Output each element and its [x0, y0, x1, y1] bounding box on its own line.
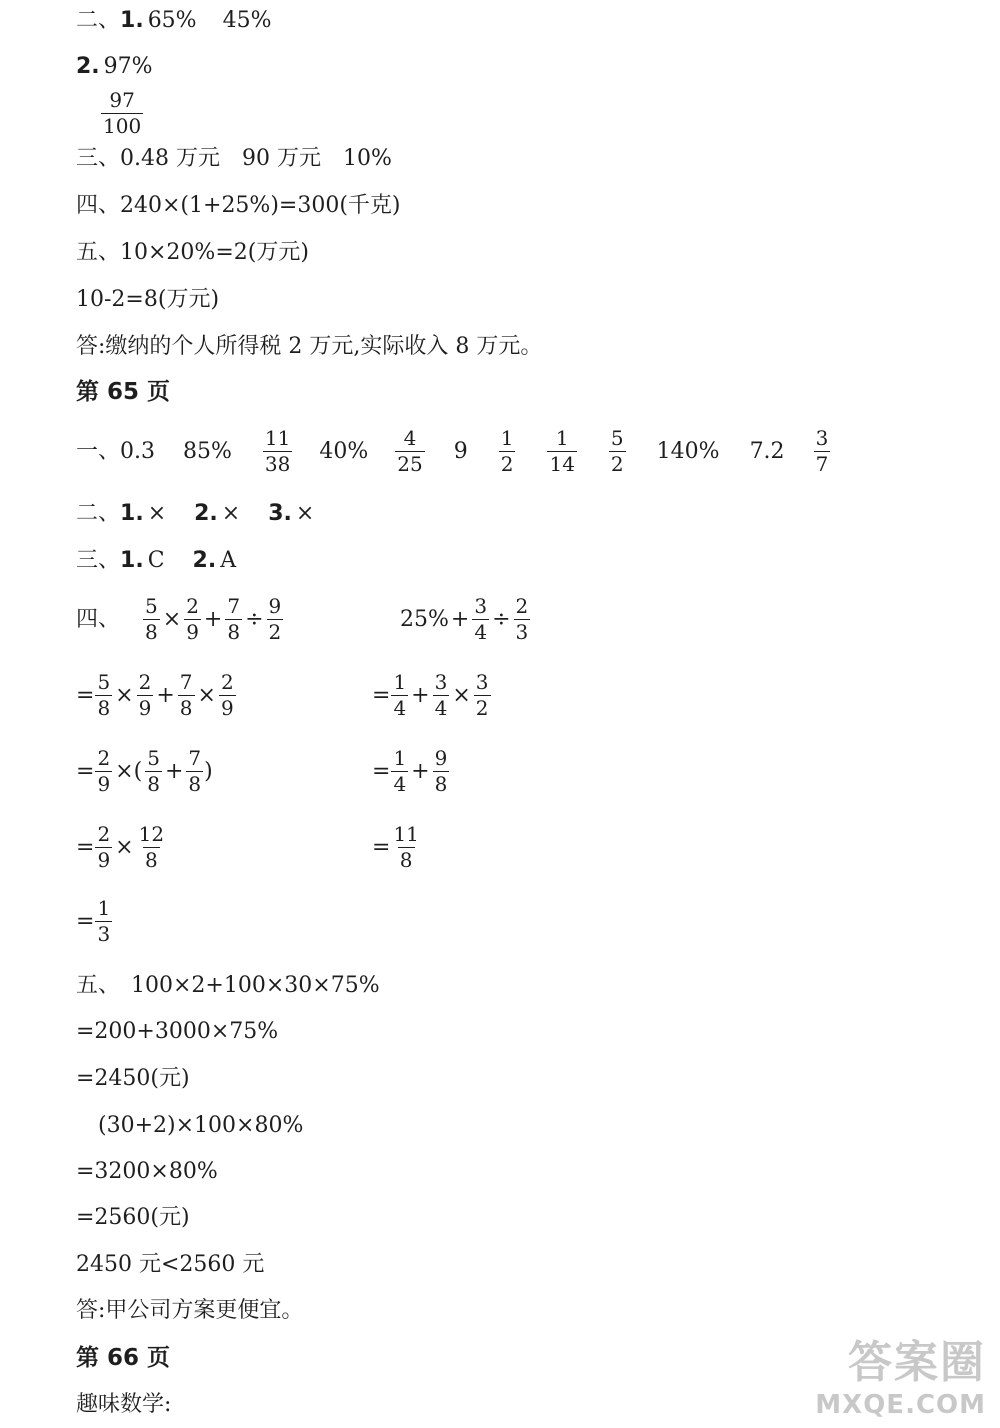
section-5-line-3: =2450(元)	[76, 1066, 190, 1091]
section-5-line-6: =2560(元)	[76, 1205, 190, 1230]
watermark	[815, 1326, 986, 1420]
fraction: $\frac{7}{8}$	[188, 746, 202, 796]
calc-row-4: = $\frac{2}{9}$ × $\frac{12}{8}$ = $\frac{11}{8}$	[76, 822, 419, 872]
calc-row-2: = $\frac{5}{8}$ × $\frac{2}{9}$ + $\frac{7}{8}$ × $\frac{2}{9}$ = $\frac{1}{4}$ + $\frac{3}{4}$ × $\frac{3}{2}$	[76, 670, 489, 720]
fraction: $\frac{2}{9}$	[138, 670, 152, 720]
fraction: $\frac{3}{4}$	[434, 670, 448, 720]
item-number: 1.	[120, 8, 144, 33]
section-2-answers: 二、 1. × 2. × 3. ×	[76, 501, 315, 526]
fraction: $\frac{2}{9}$	[97, 822, 111, 872]
section-3-answers: 三、 1. C 2. A	[76, 548, 237, 573]
fraction: $\frac{7}{8}$	[179, 670, 193, 720]
section-5-line-1: 五、 100×2+100×30×75%	[76, 973, 380, 998]
section-5-answer: 答:甲公司方案更便宜。	[76, 1298, 304, 1323]
section-5-line-4: (30+2)×100×80%	[76, 1113, 304, 1138]
page-heading-65: 第 65 页	[76, 379, 171, 405]
fraction: $\frac{2}{9}$	[220, 670, 234, 720]
item-number: 2.	[76, 54, 100, 79]
page-heading-66: 第 66 页	[76, 1345, 171, 1371]
answer-line-5-calc: 10-2=8(万元)	[76, 287, 220, 312]
watermark-url: MXQE.COM	[815, 1390, 986, 1420]
watermark-logo: 答案圈	[848, 1337, 986, 1388]
fraction: $\frac{5}{8}$	[147, 746, 160, 796]
fraction: $\frac{11}{38}$	[264, 426, 291, 476]
fraction: $\frac{1}{4}$	[393, 670, 407, 720]
fraction: $\frac{5}{2}$	[610, 426, 624, 476]
fraction: $\frac{3}{7}$	[815, 426, 829, 476]
answer-line-4: 四、240×(1+25%)=300(千克)	[76, 193, 401, 218]
fraction: $\frac{1}{4}$	[393, 746, 407, 796]
answer-statement: 答:缴纳的个人所得税 2 万元,实际收入 8 万元。	[76, 334, 543, 359]
fraction: $\frac{4}{25}$	[397, 426, 423, 476]
fraction: $\frac{11}{8}$	[393, 822, 419, 872]
section-5-line-7: 2450 元<2560 元	[76, 1252, 265, 1277]
answer-line-5: 五、10×20%=2(万元)	[76, 240, 309, 265]
fun-math-label: 趣味数学:	[76, 1392, 172, 1417]
fraction: $\frac{5}{8}$	[97, 670, 111, 720]
answer-line-2-2: 2. 97%	[76, 54, 153, 79]
calc-row-5: = $\frac{1}{3}$	[76, 896, 111, 946]
fraction: $\frac{97}{100}$	[103, 88, 142, 138]
fraction: $\frac{5}{8}$	[145, 594, 158, 644]
fraction: $\frac{1}{14}$	[549, 426, 575, 476]
section-5-line-2: =200+3000×75%	[76, 1019, 279, 1044]
calc-row-1: 四、 $\frac{5}{8}$ × $\frac{2}{9}$ + $\frac{7}{8}$ ÷ $\frac{9}{2}$ 25% + $\frac{3}{4}$ ÷ $\frac{2}{3}$	[76, 594, 529, 644]
fraction: $\frac{1}{2}$	[500, 426, 514, 476]
answer-line-3: 三、0.48 万元 90 万元 10%	[76, 146, 392, 171]
fraction: $\frac{12}{8}$	[138, 822, 165, 872]
section-5-line-5: =3200×80%	[76, 1159, 218, 1184]
fraction: $\frac{2}{3}$	[515, 594, 529, 644]
fraction-line	[100, 90, 144, 137]
fraction: $\frac{2}{9}$	[186, 594, 199, 644]
fraction: $\frac{2}{9}$	[97, 746, 111, 796]
fraction: $\frac{9}{2}$	[268, 594, 282, 644]
fraction: $\frac{3}{4}$	[474, 594, 488, 644]
calc-row-3: = $\frac{2}{9}$ ×( $\frac{5}{8}$ + $\frac{7}{8}$ ) = $\frac{1}{4}$ + $\frac{9}{8}$	[76, 746, 448, 796]
fraction: $\frac{1}{3}$	[97, 896, 111, 946]
answer-line-2: 二、 1. 65% 45%	[76, 8, 272, 33]
fraction: $\frac{9}{8}$	[434, 746, 448, 796]
fraction: $\frac{7}{8}$	[227, 594, 241, 644]
fraction: $\frac{3}{2}$	[475, 670, 489, 720]
section-1-answers: 一、 0.3 85% $\frac{11}{38}$ 40% $\frac{4}{25}$ 9 $\frac{1}{2}$ $\frac{1}{14}$ $\frac{5}{2}$ 140% 7.2 $\frac{3}{7}$	[76, 426, 829, 476]
